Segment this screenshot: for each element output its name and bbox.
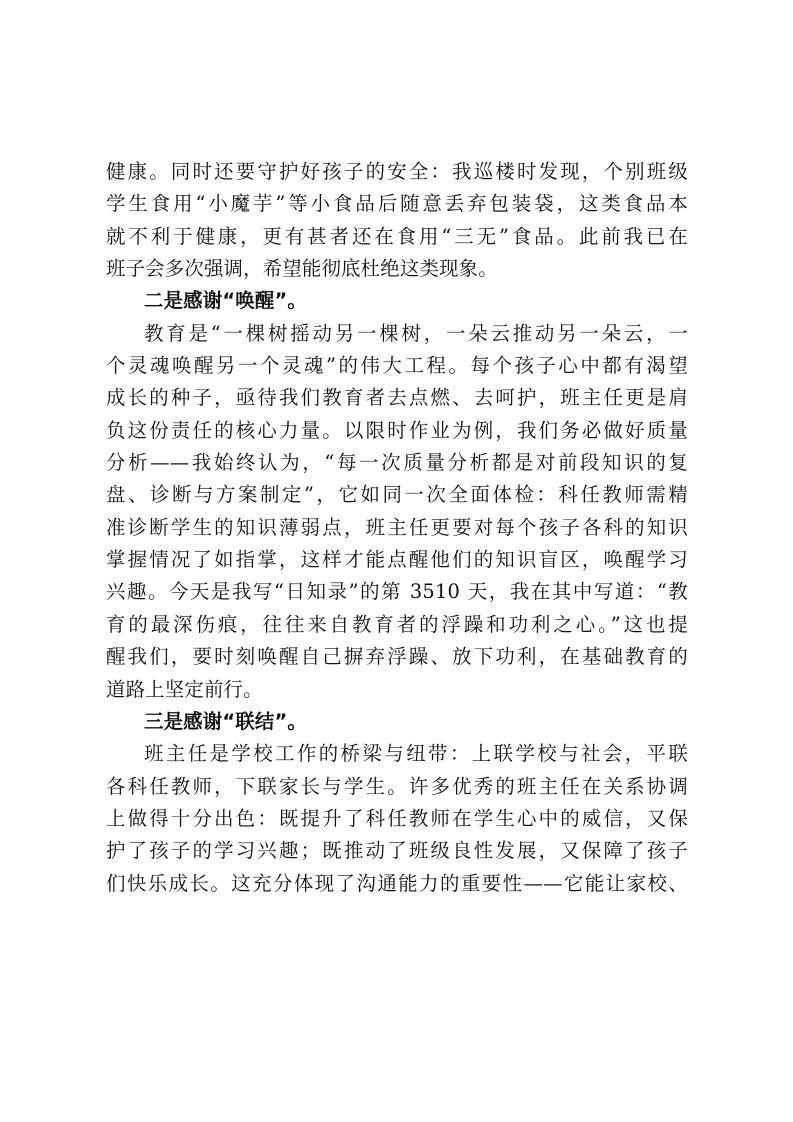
text-line: 育的最深伤痕，往往来自教育者的浮躁和功利之心。”这也提: [106, 612, 688, 636]
text-line: 道路上坚定前行。: [106, 677, 263, 701]
text-line: 就不利于健康，更有甚者还在食用“三无”食品。此前我已在: [106, 224, 688, 248]
text-line: 教育是“一棵树摇动另一棵树，一朵云推动另一朵云，一: [144, 321, 688, 345]
text-line: 护了孩子的学习兴趣；既推动了班级良性发展，又保障了孩子: [106, 839, 688, 863]
paragraph-2: [106, 318, 688, 706]
text-line: 醒我们，要时刻唤醒自己摒弃浮躁、放下功利，在基础教育的: [106, 645, 688, 669]
text-line: 上做得十分出色：既提升了科任教师在学生心中的威信，又保: [106, 806, 688, 830]
text-line: 各科任教师，下联家长与学生。许多优秀的班主任在关系协调: [106, 774, 688, 798]
text-line: 班子会多次强调，希望能彻底杜绝这类现象。: [106, 257, 498, 281]
paragraph-1: [106, 156, 688, 285]
section-heading-connect: 三是感谢“联结”。: [144, 709, 308, 733]
text-line: 分析——我始终认为，“每一次质量分析都是对前段知识的复: [106, 451, 688, 475]
text-line: 准诊断学生的知识薄弱点，班主任更要对每个孩子各科的知识: [106, 515, 688, 539]
section-heading-awaken: 二是感谢“唤醒”。: [144, 289, 308, 313]
text-line: 学生食用“小魔芋”等小食品后随意丢弃包装袋，这类食品本: [106, 192, 688, 216]
text-line: 盘、诊断与方案制定”，它如同一次全面体检：科任教师需精: [106, 483, 688, 507]
text-line: 班主任是学校工作的桥梁与纽带：上联学校与社会，平联: [144, 742, 688, 766]
paragraph-3: [106, 738, 688, 900]
text-line: 健康。同时还要守护好孩子的安全：我巡楼时发现，个别班级: [106, 160, 688, 183]
text-line: 成长的种子，亟待我们教育者去点燃、去呵护，班主任更是肩: [106, 386, 688, 410]
text-line: 兴趣。今天是我写“日知录”的第 3510 天，我在其中写道：“教: [106, 580, 688, 604]
text-line: 负这份责任的核心力量。以限时作业为例，我们务必做好质量: [106, 418, 688, 442]
text-line: 个灵魂唤醒另一个灵魂”的伟大工程。每个孩子心中都有渴望: [106, 354, 688, 378]
text-line: 掌握情况了如指掌，这样才能点醒他们的知识盲区，唤醒学习: [106, 548, 688, 572]
document-page: [106, 156, 688, 900]
text-line: 们快乐成长。这充分体现了沟通能力的重要性——它能让家校、: [106, 871, 688, 895]
